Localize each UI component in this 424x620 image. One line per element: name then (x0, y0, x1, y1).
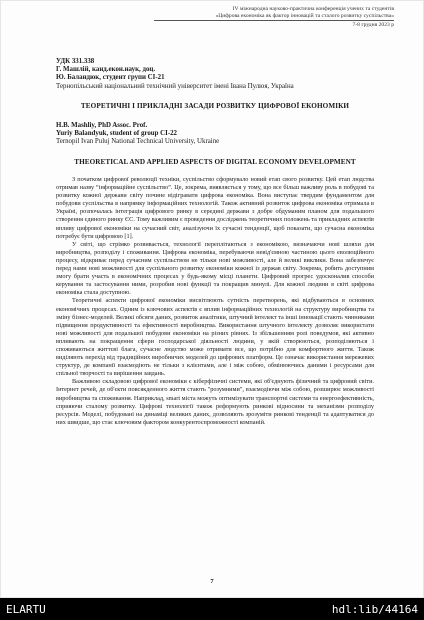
footer-repository-name: ELARTU (6, 603, 46, 616)
authors-block-uk (56, 58, 374, 91)
body-paragraph-3: Теоретичні аспекти цифрової економіки висвітлюють сутність перетворень, які відбуваються в основних економічних процесах. Одним із ключових аспектів є вплив інформаційних технологій на структуру виробництва та зміну бізнес-моделей. Великі обсяги даних, розвиток аналітики, штучний інтелект та інші інновації стають чинниками підвищення продуктивності та ефективності виробництва. Використання штучного інтелекту дозволяє використати нові можливості для подальшої побудови економіки на різних рівнях. Із збільшенням ролі поведумов, які активно впливають на покращення сфери господарської діяльності людини, у якій створюються, розподіляються і споживаються життєві блага, сучасне людство може отримати все, що потрібно для комфортного життя. Також виділяють перехід від традиційних виробничих моделей до цифрових платформ. Це означає використання мережевих структур, де компанії взаємодіють не тільки з клієнтами, але і між собою, обмінюючись даними і ресурсами для спільної творчості та вирішення завдань. (56, 297, 374, 378)
body-paragraph-2: У світі, що стрімко розвивається, технології переплітаються з економікою, визначаючи нові шляхи для виробництва, розподілу і споживання. Цифрова економіка, перебуваючи невід'ємною частиною цього еволюційного процесу, відкриває перед сучасним суспільством не тільки нові можливості, але й великі виклики. Вона забезпечує перед нами нові можливості для суспільного розвитку економіки кожної із держав світу. Зокрема, робить доступним змогу брати участь в економічних процесах у будь-якому місці планети. Цифровий прогрес удосконалив способи керування та застосування ними, розробив нові функції та покращив минулі. Для кожної людини в світі цифрова економіка стала доступною. (56, 240, 374, 297)
repository-footer (0, 598, 424, 620)
body-text (56, 176, 374, 427)
page-number: 7 (210, 578, 214, 585)
body-paragraph-4: Важливою складовою цифрової економіки є кіберфізичні системи, які об'єднують фізичний та цифровий світи. Інтернет речей, де об'єкти повсякденного життя стають "розумними", взаємодіючи між собою, розширює можливості виробництва та споживання. Наприклад, smart міста можуть оптимізувати транспортні системи та енергоефективність, сприяючи сталому розвитку. Цифрові технології також реформують ринкові відносини та механізми розподілу ресурсів. Моделі, побудовані на динаміці великих даних, дозволяють зрозуміти ринкові тенденції та адаптуватися до них швидше, що стає ключовим фактором конкурентоспроможності компаній. (56, 378, 374, 426)
running-head-rule (154, 20, 394, 21)
author-2-en: Yuriy Balandyuk, student of group CI-22 (56, 130, 178, 138)
author-2-uk: Ю. Баландюк, студент групи СІ-21 (56, 74, 165, 82)
authors-block-en (56, 122, 374, 147)
running-head-date: 7-8 грудня 2023 р (352, 22, 394, 29)
running-head-line1: IV міжнародна науково-практична конференція учених та студентів (232, 6, 394, 12)
paper-title-uk: ТЕОРЕТИЧНІ І ПРИКЛАДНІ ЗАСАДИ РОЗВИТКУ ЦИФРОВОЇ ЕКОНОМІКИ (80, 102, 350, 110)
footer-handle: hdl:lib/44164 (331, 603, 418, 616)
affiliation-en: Ternopil Ivan Puluj National Technical University, Ukraine (56, 138, 220, 146)
author-1-en: H.B. Mashliy, PhD Assoc. Prof. (56, 122, 148, 129)
body-paragraph-1: З початком цифрової революції техніки, суспільство сформувало новий етап свого розвитку. Цей етап людства отримав назву “інформаційне суспільство”. Це, зокрема, виявляється у тому, що все більш важливу роль в побудові та розвитку кожної держави світу почине відігравати цифрова економіка. Вона виступає твердим фундаментом для побудови суспільства в напрямку інформаційних технологій. Також активний розвиток цифрова економіка отримала в Україні, розпочалась інтеграція цифрового ринку в середині держави з добре обдуманим планом для подальшого створення єдиного ринку ЄС. Тому важливим є проведення досліджень теоретичних положень та прикладних аспектів впливу цифрової економіки на сучасний світ, аналізуючи їх сучасні тенденції, щоб показати, що сучасна економіка потребує бути цифровою [1]. (56, 176, 374, 240)
author-1-uk: Г. Машлій, канд.екон.наук, доц. (56, 66, 156, 74)
udc-code: УДК 331.338 (56, 58, 95, 65)
running-head (154, 6, 394, 29)
affiliation-uk: Тернопільський національний технічний університет імені Івана Пулюя, Україна (56, 82, 294, 90)
paper-title-en: THEORETICAL AND APPLIED ASPECTS OF DIGITAL ECONOMY DEVELOPMENT (74, 158, 356, 166)
running-head-line2: «Цифрова економіка як фактор інновацій та сталого розвитку суспільства» (215, 12, 394, 19)
